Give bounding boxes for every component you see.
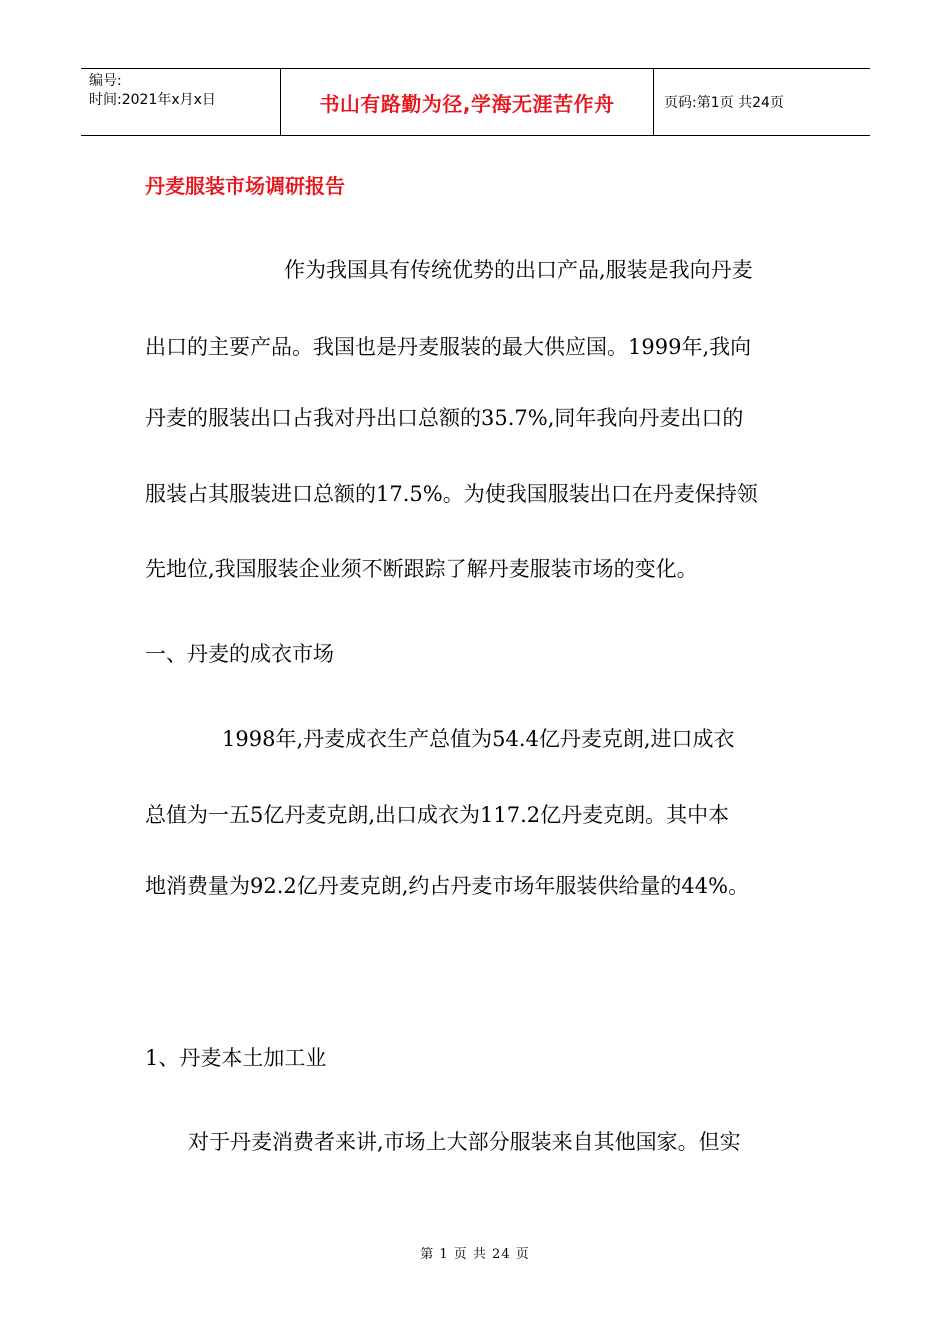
header-page-info: 页码:第1页 共24页: [664, 95, 784, 111]
header-meta-cell: [81, 69, 281, 135]
paragraph-2-line-1: 1998年,丹麦成衣生产总值为54.4亿丹麦克朗,进口成衣: [222, 727, 735, 751]
document-date: 时间:2021年x月x日: [89, 92, 216, 108]
paragraph-1-line-1: 作为我国具有传统优势的出口产品,服装是我向丹麦: [284, 258, 753, 282]
header-page-cell: [654, 69, 870, 135]
document-number-label: 编号:: [89, 73, 122, 89]
document-header: [81, 68, 870, 136]
paragraph-1-line-2: 出口的主要产品。我国也是丹麦服装的最大供应国。1999年,我向: [145, 335, 752, 359]
section-heading-1: 一、丹麦的成衣市场: [145, 642, 334, 666]
page-footer: 第 1 页 共 24 页: [420, 1247, 530, 1262]
paragraph-3-line-1: 对于丹麦消费者来讲,市场上大部分服装来自其他国家。但实: [188, 1130, 741, 1154]
header-motto: 书山有路勤为径,学海无涯苦作舟: [319, 91, 615, 116]
header-motto-cell: [281, 69, 654, 135]
paragraph-2-line-2: 总值为一五5亿丹麦克朗,出口成衣为117.2亿丹麦克朗。其中本: [145, 803, 730, 827]
paragraph-1-line-5: 先地位,我国服装企业须不断跟踪了解丹麦服装市场的变化。: [145, 557, 698, 581]
paragraph-1-line-3: 丹麦的服装出口占我对丹出口总额的35.7%,同年我向丹麦出口的: [145, 406, 744, 430]
document-title: 丹麦服装市场调研报告: [145, 174, 345, 198]
paragraph-2-line-3: 地消费量为92.2亿丹麦克朗,约占丹麦市场年服装供给量的44%。: [145, 874, 750, 898]
paragraph-1-line-4: 服装占其服装进口总额的17.5%。为使我国服装出口在丹麦保持领: [145, 482, 758, 506]
subsection-heading-1: 1、丹麦本土加工业: [145, 1046, 327, 1070]
